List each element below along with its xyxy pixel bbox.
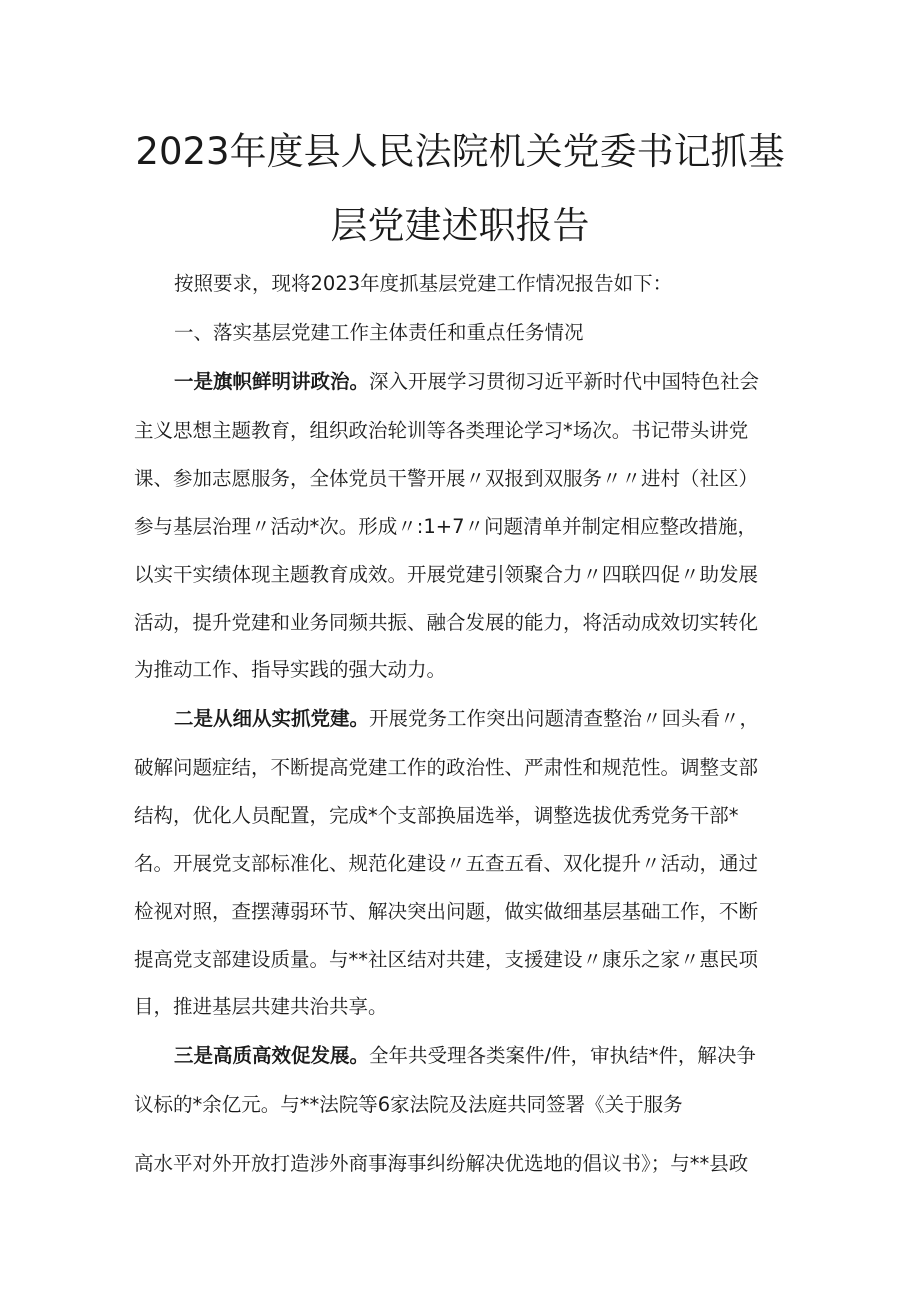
paragraph-1-line: 为推动工作、指导实践的强大动力。	[134, 658, 447, 681]
paragraph-3-lead: 三是高质高效促发展。	[174, 1044, 370, 1067]
paragraph-1-line: 参与基层治理〃活动*次。形成〃:1+7〃问题清单并制定相应整改措施，	[134, 515, 757, 538]
paragraph-1-line: 主义思想主题教育，组织政治轮训等各类理论学习*场次。书记带头讲党	[134, 419, 749, 442]
paragraph-3-line: 议标的*余亿元。与**法院等6家法院及法庭共同签署《关于服务	[134, 1093, 683, 1116]
paragraph-2-line: 二是从细从实抓党建。开展党务工作突出问题清查整治〃回头看〃，	[174, 707, 760, 730]
paragraph-1-line: 活动，提升党建和业务同频共振、融合发展的能力，将活动成效切实转化	[134, 611, 759, 634]
paragraph-2-line: 名。开展党支部标准化、规范化建设〃五查五看、双化提升〃活动，通过	[134, 852, 759, 875]
section-heading: 一、落实基层党建工作主体责任和重点任务情况	[174, 321, 584, 344]
document-title-line-2: 层党建述职报告	[330, 204, 590, 247]
paragraph-1-line: 一是旗帜鲜明讲政治。深入开展学习贯彻习近平新时代中国特色社会	[174, 370, 760, 393]
document-title-line-1: 2023年度县人民法院机关党委书记抓基	[135, 130, 785, 173]
paragraph-1-line: 课、参加志愿服务，全体党员干警开展〃双报到双服务〃〃进村（社区）	[134, 467, 759, 490]
paragraph-3-line: 三是高质高效促发展。全年共受理各类案件/件，审执结*件，解决争	[174, 1044, 756, 1067]
paragraph-2-line: 破解问题症结，不断提高党建工作的政治性、严肃性和规范性。调整支部	[134, 756, 759, 779]
paragraph-2-line: 目，推进基层共建共治共享。	[134, 995, 388, 1018]
paragraph-3-line: 高水平对外开放打造涉外商事海事纠纷解决优选地的倡议书》；与**县政	[134, 1152, 749, 1175]
paragraph-1-lead: 一是旗帜鲜明讲政治。	[174, 370, 370, 393]
paragraph-2-line: 检视对照，查摆薄弱环节、解决突出问题，做实做细基层基础工作，不断	[134, 900, 759, 923]
paragraph-1-line: 以实干实绩体现主题教育成效。开展党建引领聚合力〃四联四促〃助发展	[134, 563, 759, 586]
paragraph-2-line: 结构，优化人员配置，完成*个支部换届选举，调整选拔优秀党务干部*	[134, 804, 739, 827]
paragraph-2-line: 提高党支部建设质量。与**社区结对共建，支援建设〃康乐之家〃惠民项	[134, 948, 759, 971]
paragraph-2-lead: 二是从细从实抓党建。	[174, 707, 370, 730]
intro-paragraph: 按照要求，现将2023年度抓基层党建工作情况报告如下：	[174, 272, 673, 295]
